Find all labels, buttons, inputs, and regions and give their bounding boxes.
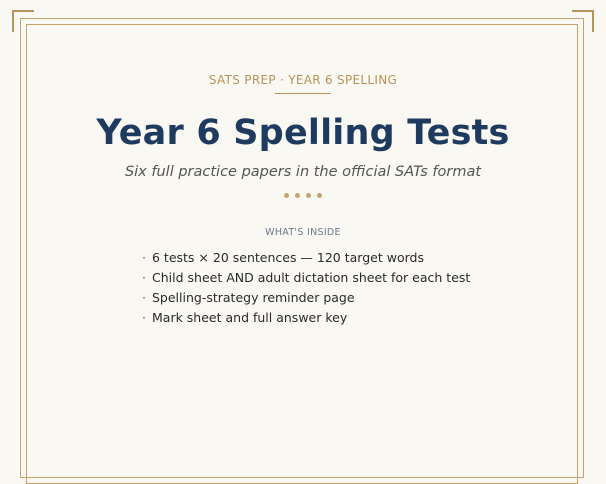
eyebrow-underline	[275, 93, 331, 94]
list-item-text: Spelling-strategy reminder page	[152, 290, 355, 305]
dot-divider	[0, 193, 606, 198]
list-item	[142, 250, 470, 270]
bullet-icon: ·	[142, 250, 146, 265]
page-title: Year 6 Spelling Tests	[96, 113, 510, 153]
section-label-whats-inside: WHAT'S INSIDE	[265, 227, 341, 238]
divider-dot	[295, 193, 300, 198]
bullet-icon: ·	[142, 310, 146, 325]
bullet-icon: ·	[142, 290, 146, 305]
list-item	[142, 310, 470, 330]
list-item	[142, 270, 470, 290]
page-subtitle: Six full practice papers in the official SATs format	[124, 164, 482, 180]
list-item-text: Child sheet AND adult dictation sheet for each test	[152, 270, 471, 285]
divider-dot	[284, 193, 289, 198]
list-item	[142, 290, 470, 310]
list-item-text: Mark sheet and full answer key	[152, 310, 348, 325]
bullet-icon: ·	[142, 270, 146, 285]
eyebrow-label: SATS PREP · YEAR 6 SPELLING	[208, 73, 398, 87]
divider-dot	[306, 193, 311, 198]
contents-list	[142, 250, 470, 330]
divider-dot	[317, 193, 322, 198]
list-item-text: 6 tests × 20 sentences — 120 target words	[152, 250, 424, 265]
